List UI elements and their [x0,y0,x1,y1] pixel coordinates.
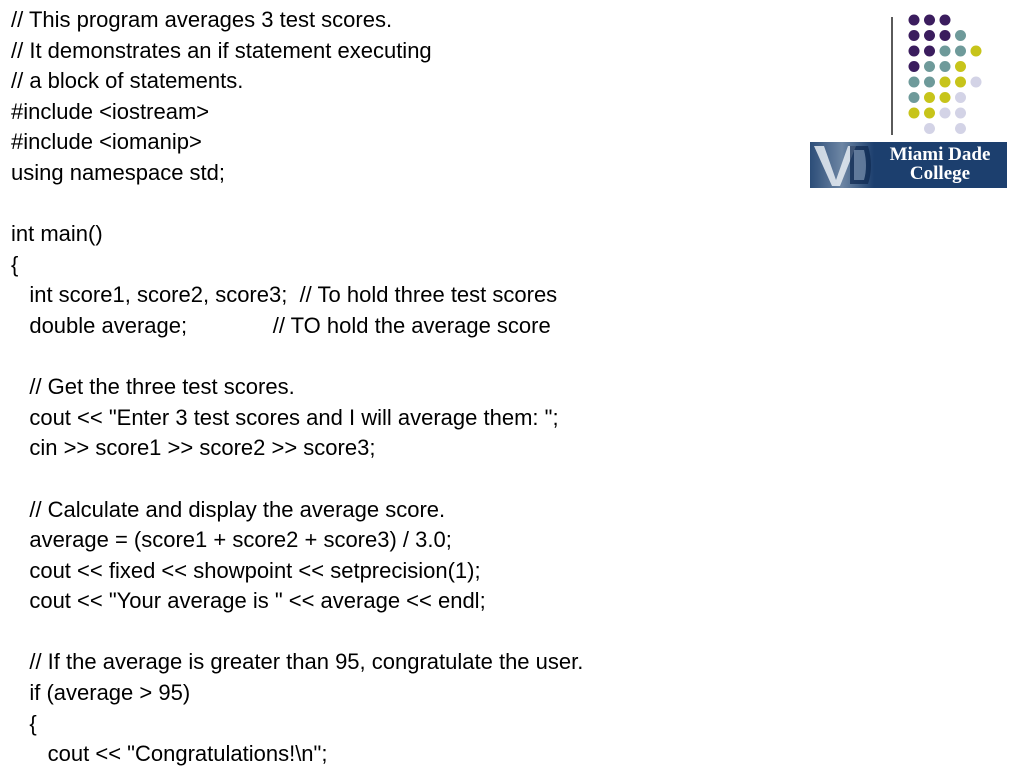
decorative-dot [955,61,966,72]
decorative-dot [924,15,935,26]
code-line: // Get the three test scores. [11,374,295,400]
decorative-dot [909,92,920,103]
code-line: using namespace std; [11,159,226,185]
decorative-dot [940,15,951,26]
code-line: cout << "Your average is " << average << endl; [11,588,486,614]
logo-line-2: College [909,163,971,184]
code-line: #include <iostream> [11,98,210,124]
decorative-dot [940,108,951,119]
decorative-dot [909,61,920,72]
code-line: // a block of statements. [11,68,244,94]
code-line: cout << "Congratulations!\n"; [11,741,328,767]
decorative-dot [909,30,920,41]
decorative-dot [940,92,951,103]
decorative-dot [924,77,935,88]
decorative-dot [971,77,982,88]
decorative-dot [940,61,951,72]
decorative-dot [955,77,966,88]
decorative-dot [955,30,966,41]
logo-line-1: Miami Dade [889,144,991,165]
logo-wordmark [876,145,1004,183]
code-line: int score1, score2, score3; // To hold three test scores [11,282,558,308]
code-line: cout << fixed << showpoint << setprecision(1); [11,557,481,583]
code-line: { [11,710,37,736]
decorative-divider [891,17,893,135]
decorative-dot [940,46,951,57]
decorative-dot [924,123,935,134]
decorative-dot [955,108,966,119]
code-line: cout << "Enter 3 test scores and I will average them: "; [11,404,559,430]
decorative-dot [924,92,935,103]
code-line: cin >> score1 >> score2 >> score3; [11,435,376,461]
decorative-dot [909,46,920,57]
code-line [11,189,791,220]
college-logo [810,142,1007,188]
decorative-dot [924,61,935,72]
code-line [11,464,791,495]
code-line: // This program averages 3 test scores. [11,7,393,32]
code-line: // It demonstrates an if statement executing [11,37,432,63]
code-line: double average; // TO hold the average score [11,312,551,338]
code-line: // If the average is greater than 95, congratulate the user. [11,649,584,675]
decorative-dot [924,30,935,41]
decorative-dot [971,46,982,57]
code-line: average = (score1 + score2 + score3) / 3.0; [11,527,452,553]
decorative-dot [940,30,951,41]
code-line [11,342,791,373]
decorative-dot [955,123,966,134]
decorative-dot [955,46,966,57]
decorative-dot [924,108,935,119]
decorative-dot [940,77,951,88]
decorative-dot [955,92,966,103]
decorative-dot [909,108,920,119]
decorative-dot [909,77,920,88]
decorative-dot [909,15,920,26]
code-line: // Calculate and display the average score. [11,496,446,522]
code-listing [11,5,791,768]
code-line [11,617,791,648]
code-line: #include <iomanip> [11,129,202,155]
decorative-dot [924,46,935,57]
code-line: if (average > 95) [11,680,191,706]
code-line: { [11,251,19,277]
code-line: int main() [11,221,103,247]
decorative-dot-grid [908,14,998,140]
